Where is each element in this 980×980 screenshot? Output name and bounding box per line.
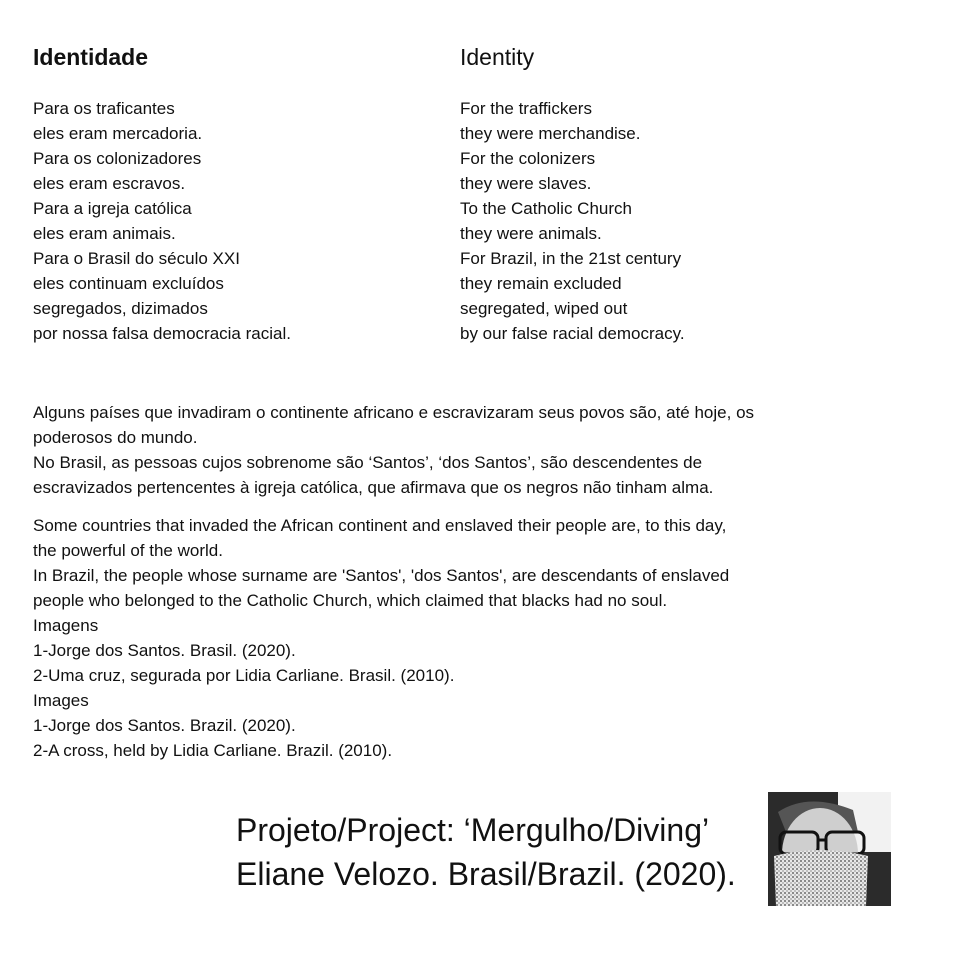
paragraph-line: escravizados pertencentes à igreja católica, que afirmava que os negros não tinham alma. bbox=[33, 478, 714, 497]
paragraph-line: poderosos do mundo. bbox=[33, 428, 198, 447]
poem-line: eles continuam excluídos bbox=[33, 274, 224, 293]
poem-line: eles eram escravos. bbox=[33, 174, 186, 193]
image-caption-heading: Imagens bbox=[33, 616, 99, 635]
author-photo bbox=[768, 792, 891, 906]
poem-title-pt: Identidade bbox=[33, 44, 149, 70]
poem-line: eles eram mercadoria. bbox=[33, 124, 203, 143]
image-caption: 2-Uma cruz, segurada por Lidia Carliane. Brasil. (2010). bbox=[33, 666, 455, 685]
poem-line: Para os traficantes bbox=[33, 99, 175, 118]
poem-title-en: Identity bbox=[460, 44, 535, 70]
poem-line: For the traffickers bbox=[460, 99, 592, 118]
poem-body-en bbox=[460, 96, 880, 346]
poem-line: eles eram animais. bbox=[33, 224, 176, 243]
poem-line: they were animals. bbox=[460, 224, 602, 243]
paragraph-line: the powerful of the world. bbox=[33, 541, 223, 560]
image-caption: 1-Jorge dos Santos. Brasil. (2020). bbox=[33, 641, 296, 660]
author-portrait-image bbox=[768, 792, 891, 906]
paragraph-english bbox=[33, 513, 853, 763]
paragraph-line: Some countries that invaded the African continent and enslaved their people are, to this day, bbox=[33, 516, 727, 535]
poem-line: To the Catholic Church bbox=[460, 199, 632, 218]
poem-line: they were slaves. bbox=[460, 174, 592, 193]
project-credit bbox=[236, 808, 766, 896]
paragraph-line: people who belonged to the Catholic Church, which claimed that blacks had no soul. bbox=[33, 591, 668, 610]
poem-line: Para a igreja católica bbox=[33, 199, 192, 218]
poem-line: Para os colonizadores bbox=[33, 149, 202, 168]
poem-english bbox=[460, 40, 880, 346]
paragraph-portuguese bbox=[33, 400, 853, 500]
poem-line: they were merchandise. bbox=[460, 124, 641, 143]
poem-body-pt bbox=[33, 96, 433, 346]
poem-line: segregated, wiped out bbox=[460, 299, 628, 318]
project-title: Projeto/Project: ‘Mergulho/Diving’ bbox=[236, 812, 710, 848]
poem-line: they remain excluded bbox=[460, 274, 622, 293]
image-caption-heading: Images bbox=[33, 691, 89, 710]
poem-line: For Brazil, in the 21st century bbox=[460, 249, 682, 268]
paragraph-line: In Brazil, the people whose surname are 'Santos', 'dos Santos', are descendants of enslaved bbox=[33, 566, 730, 585]
paragraph-line: Alguns países que invadiram o continente africano e escravizaram seus povos são, até hoje, os bbox=[33, 403, 755, 422]
author-line: Eliane Velozo. Brasil/Brazil. (2020). bbox=[236, 856, 736, 892]
poem-line: por nossa falsa democracia racial. bbox=[33, 324, 291, 343]
poem-line: Para o Brasil do século XXI bbox=[33, 249, 240, 268]
image-caption: 2-A cross, held by Lidia Carliane. Brazil. (2010). bbox=[33, 741, 393, 760]
poem-line: For the colonizers bbox=[460, 149, 596, 168]
image-caption: 1-Jorge dos Santos. Brazil. (2020). bbox=[33, 716, 296, 735]
poem-line: segregados, dizimados bbox=[33, 299, 208, 318]
paragraph-line: No Brasil, as pessoas cujos sobrenome são ‘Santos’, ‘dos Santos’, são descendentes de bbox=[33, 453, 703, 472]
poem-line: by our false racial democracy. bbox=[460, 324, 685, 343]
poem-portuguese bbox=[33, 40, 433, 346]
